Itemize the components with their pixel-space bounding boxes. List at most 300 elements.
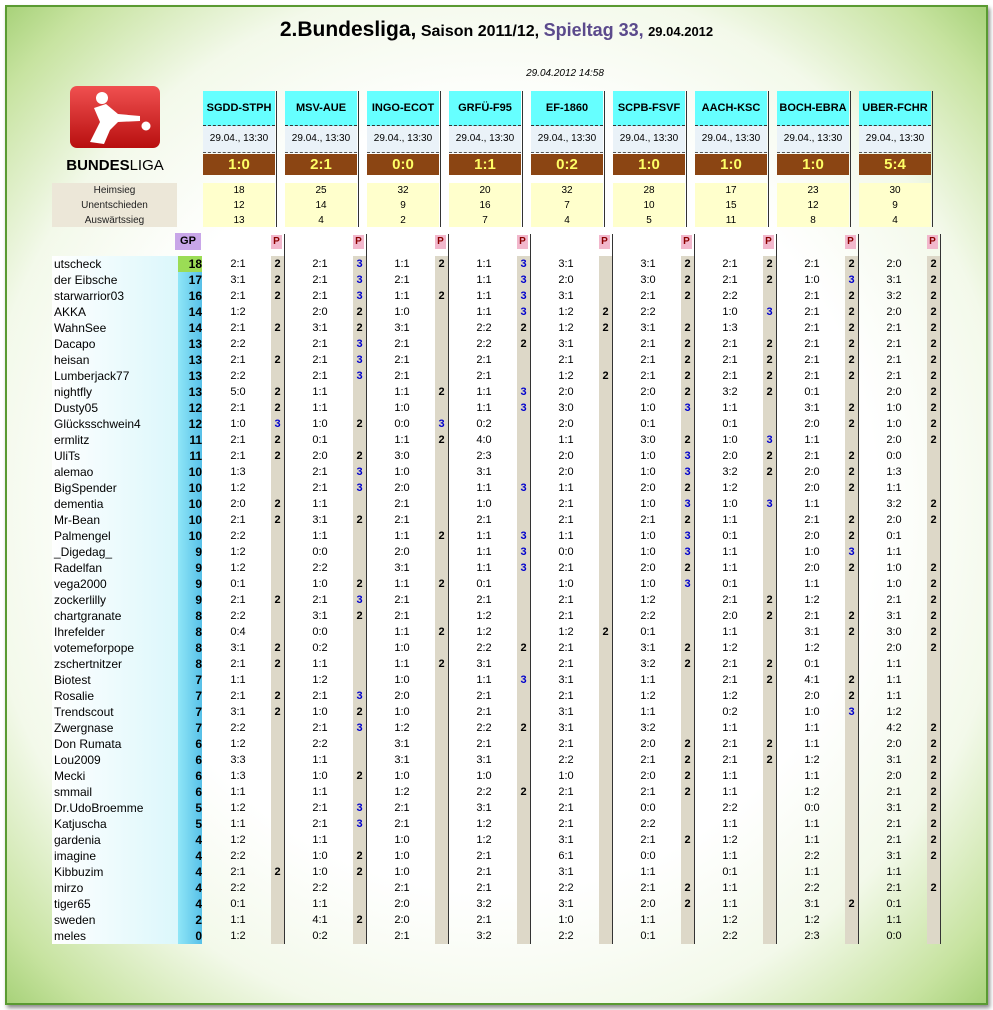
player-points: 12 <box>188 417 202 431</box>
tip-cell: 1:0 <box>640 546 656 558</box>
title-league: 2.Bundesliga, <box>279 18 417 41</box>
tip-cell: 3:1 <box>640 642 656 654</box>
tip-cell: 1:1 <box>312 402 328 414</box>
tip-cell: 0:0 <box>804 802 820 814</box>
stat-labels <box>52 183 177 227</box>
tip-cell: 1:1 <box>476 386 492 398</box>
tip-cell: 3:1 <box>230 642 246 654</box>
player-points: 14 <box>188 321 202 335</box>
match-date-4: 29.04., 13:30 <box>531 126 603 153</box>
header-divider-0 <box>276 91 277 227</box>
tip-cell: 2:1 <box>394 370 410 382</box>
points-cell: 3 <box>356 338 363 350</box>
tip-cell: 2:2 <box>230 722 246 734</box>
stat-value-7-2: 8 <box>810 215 816 226</box>
points-cell: 2 <box>848 562 855 574</box>
tip-cell: 2:0 <box>394 546 410 558</box>
match-stats-5 <box>613 183 685 227</box>
tip-cell: 1:1 <box>804 578 820 590</box>
points-cell: 3 <box>520 530 527 542</box>
points-cell: 2 <box>930 306 937 318</box>
table-row <box>0 432 993 448</box>
points-cell: 3 <box>520 562 527 574</box>
tip-cell: 1:0 <box>394 850 410 862</box>
tip-cell: 3:2 <box>886 290 902 302</box>
header-divider-8 <box>932 91 933 227</box>
tip-cell: 1:2 <box>804 786 820 798</box>
tip-cell: 1:1 <box>886 690 902 702</box>
tip-cell: 0:2 <box>312 930 328 942</box>
tip-cell: 3:1 <box>312 322 328 334</box>
tip-cell: 3:1 <box>558 706 574 718</box>
tip-cell: 1:2 <box>804 754 820 766</box>
tip-cell: 2:1 <box>640 354 656 366</box>
match-date-3: 29.04., 13:30 <box>449 126 521 153</box>
points-cell: 2 <box>848 322 855 334</box>
tip-cell: 2:1 <box>476 354 492 366</box>
tip-cell: 0:1 <box>722 418 738 430</box>
table-row <box>0 544 993 560</box>
player-points: 13 <box>188 353 202 367</box>
tip-cell: 3:2 <box>886 498 902 510</box>
points-cell: 3 <box>520 306 527 318</box>
tip-cell: 3:1 <box>558 866 574 878</box>
points-cell: 2 <box>356 706 363 718</box>
tip-cell: 2:1 <box>640 338 656 350</box>
tip-cell: 1:1 <box>886 914 902 926</box>
match-date-6: 29.04., 13:30 <box>695 126 767 153</box>
tip-cell: 2:2 <box>640 818 656 830</box>
points-cell: 2 <box>602 626 609 638</box>
tip-cell: 2:1 <box>804 322 820 334</box>
tip-cell: 2:1 <box>476 690 492 702</box>
tip-cell: 1:1 <box>312 754 328 766</box>
tip-cell: 0:2 <box>722 706 738 718</box>
player-points: 4 <box>195 865 202 879</box>
tip-cell: 3:1 <box>476 802 492 814</box>
points-cell: 3 <box>684 466 691 478</box>
tip-cell: 1:1 <box>312 786 328 798</box>
tip-cell: 1:2 <box>558 626 574 638</box>
player-points: 11 <box>189 433 202 447</box>
p-header-3: P <box>517 235 528 249</box>
match-team-1: MSV-AUE <box>285 91 357 126</box>
points-cell: 2 <box>766 450 773 462</box>
tip-cell: 2:0 <box>804 562 820 574</box>
match-stats-7 <box>777 183 849 227</box>
stat-label-draw: Unentschieden <box>81 200 148 211</box>
tip-cell: 1:2 <box>722 834 738 846</box>
tip-cell: 0:2 <box>476 418 492 430</box>
table-row <box>0 528 993 544</box>
stat-value-3-0: 20 <box>479 185 491 196</box>
tip-cell: 2:0 <box>558 418 574 430</box>
tip-cell: 2:1 <box>312 354 328 366</box>
tip-cell: 1:0 <box>476 770 492 782</box>
player-name: Trendscout <box>54 705 114 719</box>
points-cell: 2 <box>684 290 691 302</box>
points-cell: 3 <box>848 706 855 718</box>
tip-cell: 4:1 <box>312 914 328 926</box>
tip-cell: 2:2 <box>476 786 492 798</box>
tip-cell: 2:2 <box>558 882 574 894</box>
header-divider-7 <box>850 91 851 227</box>
match-team-7: BOCH-EBRA <box>777 91 849 126</box>
tip-cell: 1:1 <box>558 482 574 494</box>
tip-cell: 2:0 <box>886 738 902 750</box>
tip-cell: 2:1 <box>640 754 656 766</box>
points-cell: 3 <box>356 818 363 830</box>
table-row <box>0 272 993 288</box>
table-row <box>0 688 993 704</box>
match-result-1: 2:1 <box>285 154 357 175</box>
points-cell: 2 <box>848 690 855 702</box>
tip-cell: 3:0 <box>558 402 574 414</box>
tip-cell: 2:0 <box>886 258 902 270</box>
tip-cell: 2:1 <box>886 818 902 830</box>
match-team-4: EF-1860 <box>531 91 603 126</box>
tip-cell: 1:0 <box>640 402 656 414</box>
points-cell: 3 <box>684 450 691 462</box>
table-row <box>0 800 993 816</box>
player-name: Lou2009 <box>54 753 101 767</box>
player-name: utscheck <box>54 257 102 271</box>
tip-cell: 1:1 <box>476 402 492 414</box>
tip-cell: 3:1 <box>476 466 492 478</box>
match-stats-6 <box>695 183 767 227</box>
tip-cell: 1:2 <box>804 594 820 606</box>
tip-cell: 2:3 <box>476 450 492 462</box>
player-points: 5 <box>195 801 202 815</box>
p-header-7: P <box>845 235 856 249</box>
points-cell: 2 <box>930 434 937 446</box>
player-name: zschertnitzer <box>54 657 123 671</box>
points-cell: 2 <box>684 642 691 654</box>
points-cell: 2 <box>684 482 691 494</box>
tip-cell: 1:2 <box>722 690 738 702</box>
tip-cell: 2:0 <box>394 482 410 494</box>
tip-cell: 0:0 <box>886 450 902 462</box>
match-date-1: 29.04., 13:30 <box>285 126 357 153</box>
tip-cell: 1:1 <box>722 514 738 526</box>
tip-cell: 1:2 <box>804 914 820 926</box>
player-points: 16 <box>188 289 202 303</box>
tip-cell: 1:1 <box>886 866 902 878</box>
tip-cell: 2:2 <box>640 610 656 622</box>
player-name: _Digedag_ <box>54 545 113 559</box>
tip-cell: 2:1 <box>640 882 656 894</box>
tip-cell: 1:0 <box>722 434 738 446</box>
tip-cell: 0:1 <box>886 898 902 910</box>
title-date: 29.04.2012 <box>648 24 714 39</box>
points-cell: 2 <box>848 626 855 638</box>
tip-cell: 3:0 <box>886 626 902 638</box>
table-row <box>0 320 993 336</box>
tip-cell: 2:0 <box>722 610 738 622</box>
player-name: Kibbuzim <box>54 865 104 879</box>
p-header-4: P <box>599 235 610 249</box>
tip-cell: 2:1 <box>476 882 492 894</box>
tip-cell: 1:1 <box>804 818 820 830</box>
tip-cell: 1:1 <box>312 834 328 846</box>
tip-cell: 1:0 <box>394 834 410 846</box>
match-stats-3 <box>449 183 521 227</box>
tip-cell: 1:0 <box>230 418 246 430</box>
tip-cell: 1:1 <box>804 770 820 782</box>
tip-cell: 2:0 <box>394 898 410 910</box>
tip-cell: 2:1 <box>886 786 902 798</box>
tip-cell: 3:1 <box>558 290 574 302</box>
points-cell: 3 <box>848 546 855 558</box>
points-cell: 2 <box>356 866 363 878</box>
tip-cell: 2:1 <box>640 370 656 382</box>
points-cell: 2 <box>684 786 691 798</box>
tip-cell: 1:1 <box>804 738 820 750</box>
tip-cell: 1:1 <box>476 306 492 318</box>
tip-cell: 2:0 <box>886 306 902 318</box>
tip-cell: 2:1 <box>558 690 574 702</box>
points-cell: 2 <box>930 610 937 622</box>
tip-cell: 1:1 <box>476 530 492 542</box>
tip-cell: 2:1 <box>558 802 574 814</box>
points-cell: 3 <box>438 418 445 430</box>
table-row <box>0 672 993 688</box>
tip-cell: 2:0 <box>886 434 902 446</box>
tip-cell: 2:1 <box>230 658 246 670</box>
tip-cell: 2:2 <box>722 802 738 814</box>
tip-cell: 3:2 <box>722 466 738 478</box>
p-header-6: P <box>763 235 774 249</box>
stat-value-5-2: 5 <box>646 215 652 226</box>
tip-cell: 1:0 <box>312 706 328 718</box>
tip-cell: 1:0 <box>394 642 410 654</box>
tip-cell: 3:1 <box>230 706 246 718</box>
header-divider-4 <box>604 91 605 227</box>
tip-cell: 2:2 <box>804 882 820 894</box>
player-points: 13 <box>188 385 202 399</box>
header-divider-2 <box>440 91 441 227</box>
tip-cell: 3:1 <box>394 754 410 766</box>
tip-cell: 3:1 <box>394 738 410 750</box>
tip-cell: 1:1 <box>394 290 410 302</box>
points-cell: 3 <box>356 594 363 606</box>
points-cell: 2 <box>438 386 445 398</box>
tip-cell: 3:1 <box>312 514 328 526</box>
tip-cell: 0:1 <box>804 386 820 398</box>
tip-cell: 1:2 <box>476 818 492 830</box>
tip-cell: 2:0 <box>804 690 820 702</box>
tip-cell: 2:0 <box>394 914 410 926</box>
tip-cell: 1:1 <box>558 434 574 446</box>
points-cell: 2 <box>766 754 773 766</box>
points-cell: 2 <box>848 674 855 686</box>
points-cell: 2 <box>766 594 773 606</box>
stat-value-5-0: 28 <box>643 185 655 196</box>
points-cell: 3 <box>684 530 691 542</box>
table-row <box>0 864 993 880</box>
points-cell: 2 <box>684 834 691 846</box>
points-cell: 2 <box>930 802 937 814</box>
player-points: 8 <box>195 625 202 639</box>
tip-cell: 2:1 <box>558 658 574 670</box>
tip-cell: 1:0 <box>312 770 328 782</box>
points-cell: 2 <box>848 402 855 414</box>
tip-cell: 1:2 <box>230 306 246 318</box>
tip-cell: 3:1 <box>640 258 656 270</box>
stat-value-4-0: 32 <box>561 185 573 196</box>
tip-cell: 1:0 <box>722 498 738 510</box>
tip-cell: 3:1 <box>804 402 820 414</box>
tip-cell: 2:2 <box>230 882 246 894</box>
tip-cell: 2:1 <box>394 930 410 942</box>
match-result-5: 1:0 <box>613 154 685 175</box>
tip-cell: 2:0 <box>394 690 410 702</box>
tip-cell: 2:1 <box>640 786 656 798</box>
points-cell: 2 <box>684 338 691 350</box>
player-points: 9 <box>195 545 202 559</box>
match-team-5: SCPB-FSVF <box>613 91 685 126</box>
match-date-5: 29.04., 13:30 <box>613 126 685 153</box>
tip-cell: 2:1 <box>230 402 246 414</box>
tip-cell: 2:0 <box>886 770 902 782</box>
points-cell: 2 <box>930 386 937 398</box>
tip-cell: 2:1 <box>722 674 738 686</box>
tip-cell: 1:1 <box>476 258 492 270</box>
tip-cell: 2:1 <box>312 690 328 702</box>
player-name: UliTs <box>54 449 80 463</box>
tip-cell: 1:2 <box>476 834 492 846</box>
tip-cell: 3:1 <box>476 658 492 670</box>
table-row <box>0 848 993 864</box>
tip-cell: 1:2 <box>230 562 246 574</box>
points-cell: 2 <box>930 738 937 750</box>
tip-cell: 1:1 <box>722 562 738 574</box>
player-points: 2 <box>195 913 202 927</box>
points-cell: 2 <box>848 450 855 462</box>
tip-cell: 2:2 <box>476 722 492 734</box>
table-row <box>0 304 993 320</box>
tip-cell: 2:2 <box>230 338 246 350</box>
tip-cell: 0:1 <box>722 530 738 542</box>
stat-value-5-1: 10 <box>643 200 655 211</box>
player-name: nightfly <box>54 385 93 399</box>
tip-cell: 2:1 <box>558 514 574 526</box>
table-row <box>0 256 993 272</box>
tip-cell: 1:0 <box>394 770 410 782</box>
header-divider-3 <box>522 91 523 227</box>
points-cell: 2 <box>766 354 773 366</box>
table-row <box>0 464 993 480</box>
tip-cell: 5:0 <box>230 386 246 398</box>
table-row <box>0 384 993 400</box>
points-cell: 2 <box>848 610 855 622</box>
points-cell: 2 <box>930 626 937 638</box>
points-cell: 2 <box>684 738 691 750</box>
tip-cell: 1:3 <box>230 466 246 478</box>
points-cell: 2 <box>848 306 855 318</box>
player-points: 12 <box>188 401 202 415</box>
player-points: 10 <box>188 513 202 527</box>
player-points: 8 <box>195 657 202 671</box>
tip-cell: 2:2 <box>640 306 656 318</box>
points-cell: 2 <box>930 514 937 526</box>
tip-cell: 3:1 <box>804 898 820 910</box>
player-points: 10 <box>188 481 202 495</box>
tip-cell: 1:0 <box>804 274 820 286</box>
match-team-0: SGDD-STPH <box>203 91 275 126</box>
player-points: 4 <box>195 849 202 863</box>
tip-cell: 3:1 <box>394 562 410 574</box>
tip-cell: 2:2 <box>476 338 492 350</box>
stat-value-3-2: 7 <box>482 215 488 226</box>
tip-cell: 1:2 <box>476 626 492 638</box>
tip-cell: 1:1 <box>722 898 738 910</box>
tip-cell: 3:2 <box>640 722 656 734</box>
tip-cell: 0:0 <box>640 850 656 862</box>
tip-cell: 1:2 <box>230 802 246 814</box>
player-name: Dr.UdoBroemme <box>54 801 144 815</box>
points-cell: 2 <box>684 514 691 526</box>
tip-cell: 2:1 <box>394 354 410 366</box>
tip-cell: 3:2 <box>640 658 656 670</box>
points-cell: 2 <box>356 914 363 926</box>
points-cell: 2 <box>930 578 937 590</box>
points-cell: 2 <box>848 290 855 302</box>
tip-cell: 1:1 <box>476 562 492 574</box>
tip-cell: 1:2 <box>558 306 574 318</box>
points-cell: 2 <box>602 322 609 334</box>
table-row <box>0 288 993 304</box>
player-points: 4 <box>195 833 202 847</box>
tip-cell: 3:1 <box>886 274 902 286</box>
points-cell: 2 <box>930 722 937 734</box>
player-name: imagine <box>54 849 97 863</box>
tip-cell: 2:2 <box>476 322 492 334</box>
table-row <box>0 784 993 800</box>
tip-cell: 3:1 <box>312 610 328 622</box>
tip-cell: 2:1 <box>312 722 328 734</box>
tip-cell: 1:0 <box>886 402 902 414</box>
tip-cell: 0:1 <box>230 578 246 590</box>
points-cell: 2 <box>520 338 527 350</box>
tip-cell: 3:0 <box>640 274 656 286</box>
points-cell: 2 <box>930 370 937 382</box>
points-cell: 3 <box>356 690 363 702</box>
tip-cell: 1:1 <box>312 530 328 542</box>
tip-cell: 1:1 <box>394 386 410 398</box>
stat-value-8-2: 4 <box>892 215 898 226</box>
points-cell: 2 <box>930 498 937 510</box>
player-name: WahnSee <box>54 321 107 335</box>
player-name: Biotest <box>54 673 91 687</box>
tip-cell: 2:2 <box>722 290 738 302</box>
player-name: AKKA <box>54 305 87 319</box>
match-result-2: 0:0 <box>367 154 439 175</box>
table-row <box>0 416 993 432</box>
player-points: 6 <box>195 737 202 751</box>
stat-value-1-2: 4 <box>318 215 324 226</box>
player-name: heisan <box>54 353 90 367</box>
tip-cell: 2:0 <box>640 770 656 782</box>
stat-value-0-2: 13 <box>233 215 245 226</box>
tip-cell: 2:1 <box>394 274 410 286</box>
points-cell: 2 <box>766 466 773 478</box>
points-cell: 2 <box>602 370 609 382</box>
tip-cell: 1:3 <box>886 466 902 478</box>
points-cell: 2 <box>356 514 363 526</box>
table-row <box>0 336 993 352</box>
tip-cell: 2:0 <box>886 642 902 654</box>
